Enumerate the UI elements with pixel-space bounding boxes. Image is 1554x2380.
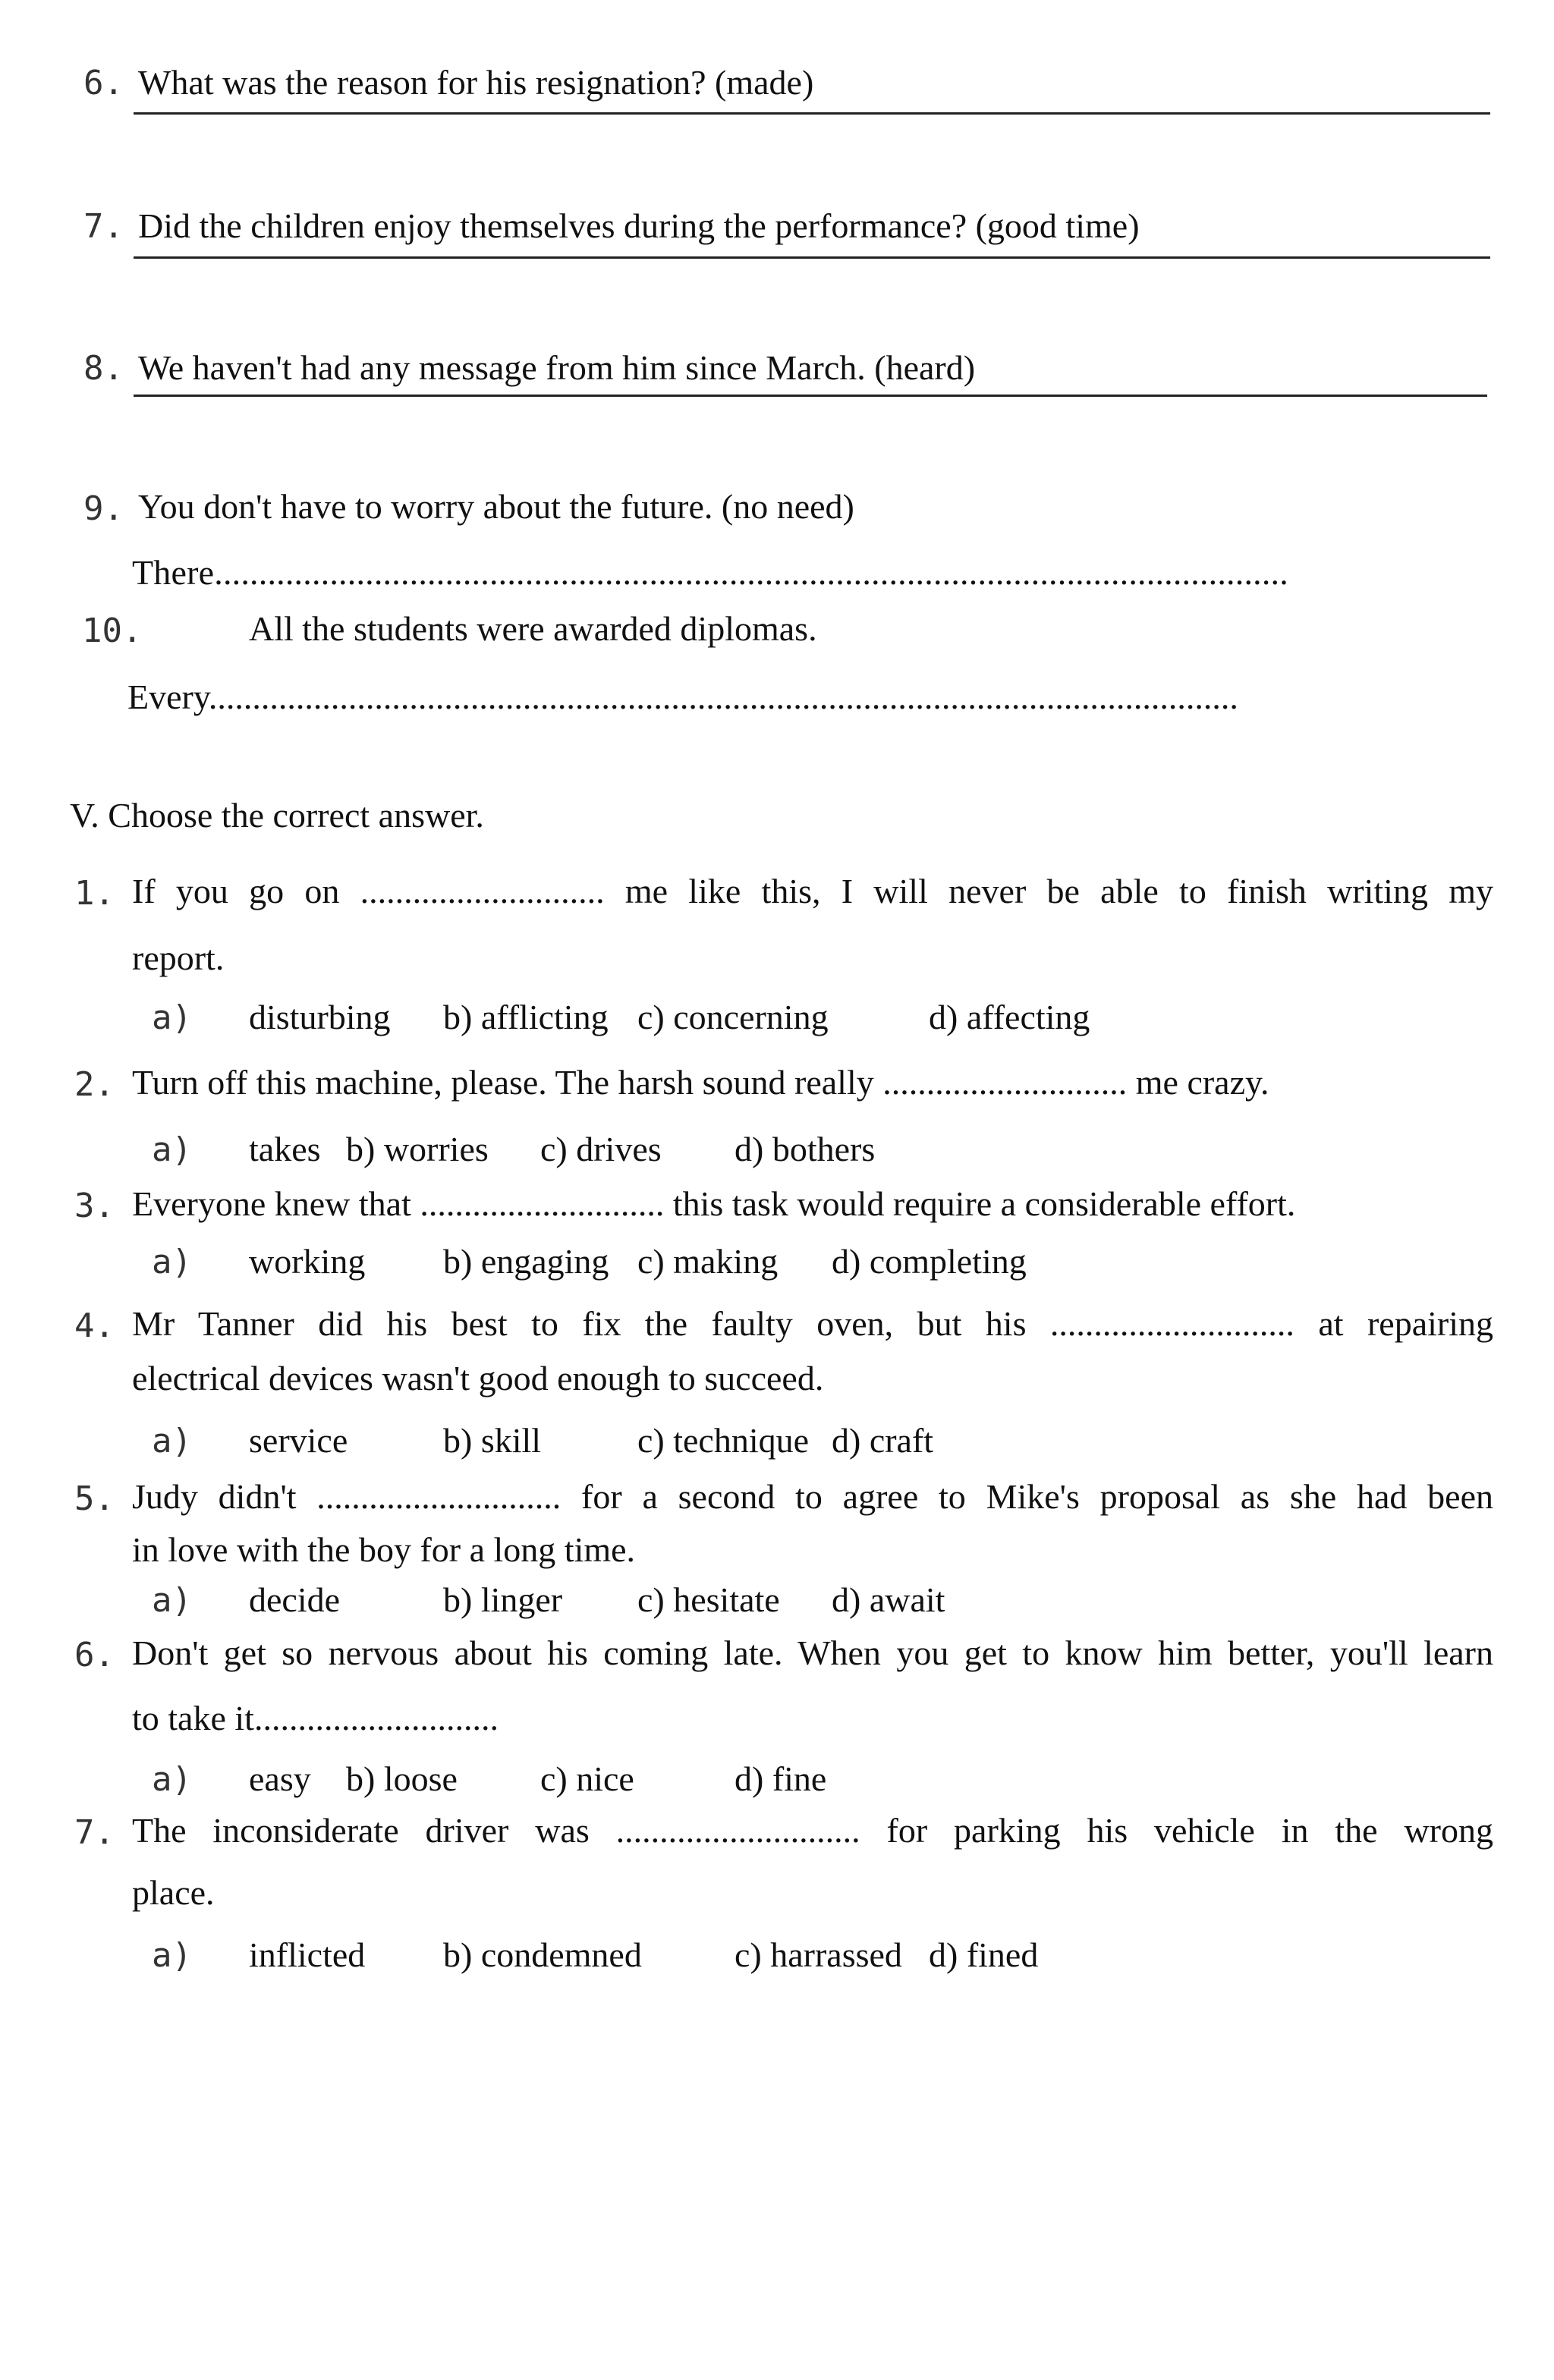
question-number: 5. [74,1479,115,1518]
item-number: 7. [83,207,124,246]
option-a[interactable]: disturbing [249,998,391,1036]
question-number: 1. [74,874,115,913]
item-prompt: We haven't had any message from him since March. (heard) [138,348,976,387]
option-a-label[interactable]: a) [152,998,192,1037]
question-text: Judy didn't ............................ for a second to agree to Mike's proposal as she had been [132,1477,1493,1516]
option-a-label[interactable]: a) [152,1422,192,1460]
option-a[interactable]: takes [249,1130,321,1168]
option-c[interactable]: c) nice [540,1759,634,1798]
question-text: Don't get so nervous about his coming late. When you get to know him better, you'll learn [132,1633,1493,1672]
item-prompt: What was the reason for his resignation? (made) [138,63,814,102]
option-a[interactable]: decide [249,1580,341,1619]
option-d[interactable]: d) await [832,1580,945,1619]
option-a[interactable]: inflicted [249,1935,366,1974]
option-b[interactable]: b) afflicting [443,998,609,1036]
option-d[interactable]: d) completing [832,1242,1027,1281]
option-c[interactable]: c) concerning [637,998,829,1036]
question-text: Turn off this machine, please. The harsh sound really ............................ me crazy. [132,1063,1269,1102]
option-a[interactable]: working [249,1242,366,1281]
option-d[interactable]: d) craft [832,1421,934,1460]
option-c[interactable]: c) drives [540,1130,662,1168]
question-text: Everyone knew that ............................ this task would require a considerable effort. [132,1184,1296,1223]
section-heading: V. Choose the correct answer. [70,796,484,835]
question-number: 6. [74,1636,115,1674]
question-number: 3. [74,1187,115,1225]
option-a-label[interactable]: a) [152,1581,192,1620]
option-a-label[interactable]: a) [152,1130,192,1169]
question-text: Mr Tanner did his best to fix the faulty oven, but his ............................ at repairing [132,1304,1493,1343]
option-b[interactable]: b) linger [443,1580,563,1619]
option-b[interactable]: b) condemned [443,1935,642,1974]
option-c[interactable]: c) hesitate [637,1580,780,1619]
option-b[interactable]: b) worries [346,1130,489,1168]
question-text-cont: to take it............................ [132,1699,499,1737]
item-prompt: You don't have to worry about the future. (no need) [138,487,854,526]
question-text: If you go on ............................ me like this, I will never be able to finish writing my [132,872,1493,910]
answer-line [134,395,1487,397]
question-text-cont: report. [132,938,225,977]
option-a[interactable]: service [249,1421,348,1460]
option-d[interactable]: d) fined [929,1935,1039,1974]
question-text: The inconsiderate driver was ............................ for parking his vehicle in the wrong [132,1811,1493,1850]
answer-line [134,256,1490,259]
item-number: 10. [82,612,143,650]
question-number: 7. [74,1813,115,1852]
option-c[interactable]: c) harrassed [735,1935,902,1974]
question-text-cont: place. [132,1873,215,1912]
item-prompt: All the students were awarded diplomas. [249,609,817,648]
question-text-cont: electrical devices wasn't good enough to succeed. [132,1359,824,1398]
option-a-label[interactable]: a) [152,1760,192,1799]
sentence-starter: There......................................................................................................................... [132,553,1288,592]
item-number: 6. [83,64,124,102]
question-text-cont: in love with the boy for a long time. [132,1530,636,1569]
option-d[interactable]: d) affecting [929,998,1090,1036]
item-number: 9. [83,489,124,528]
item-number: 8. [83,349,124,388]
question-number: 2. [74,1065,115,1104]
option-a[interactable]: easy [249,1759,311,1798]
sentence-starter: Every...................................................................................................................... [127,678,1238,716]
option-a-label[interactable]: a) [152,1243,192,1281]
option-b[interactable]: b) engaging [443,1242,609,1281]
item-prompt: Did the children enjoy themselves during the performance? (good time) [138,206,1140,245]
answer-line [134,112,1490,115]
option-b[interactable]: b) skill [443,1421,542,1460]
option-d[interactable]: d) fine [735,1759,827,1798]
question-number: 4. [74,1306,115,1345]
option-c[interactable]: c) technique [637,1421,810,1460]
option-c[interactable]: c) making [637,1242,779,1281]
option-a-label[interactable]: a) [152,1936,192,1975]
option-d[interactable]: d) bothers [735,1130,876,1168]
option-b[interactable]: b) loose [346,1759,458,1798]
